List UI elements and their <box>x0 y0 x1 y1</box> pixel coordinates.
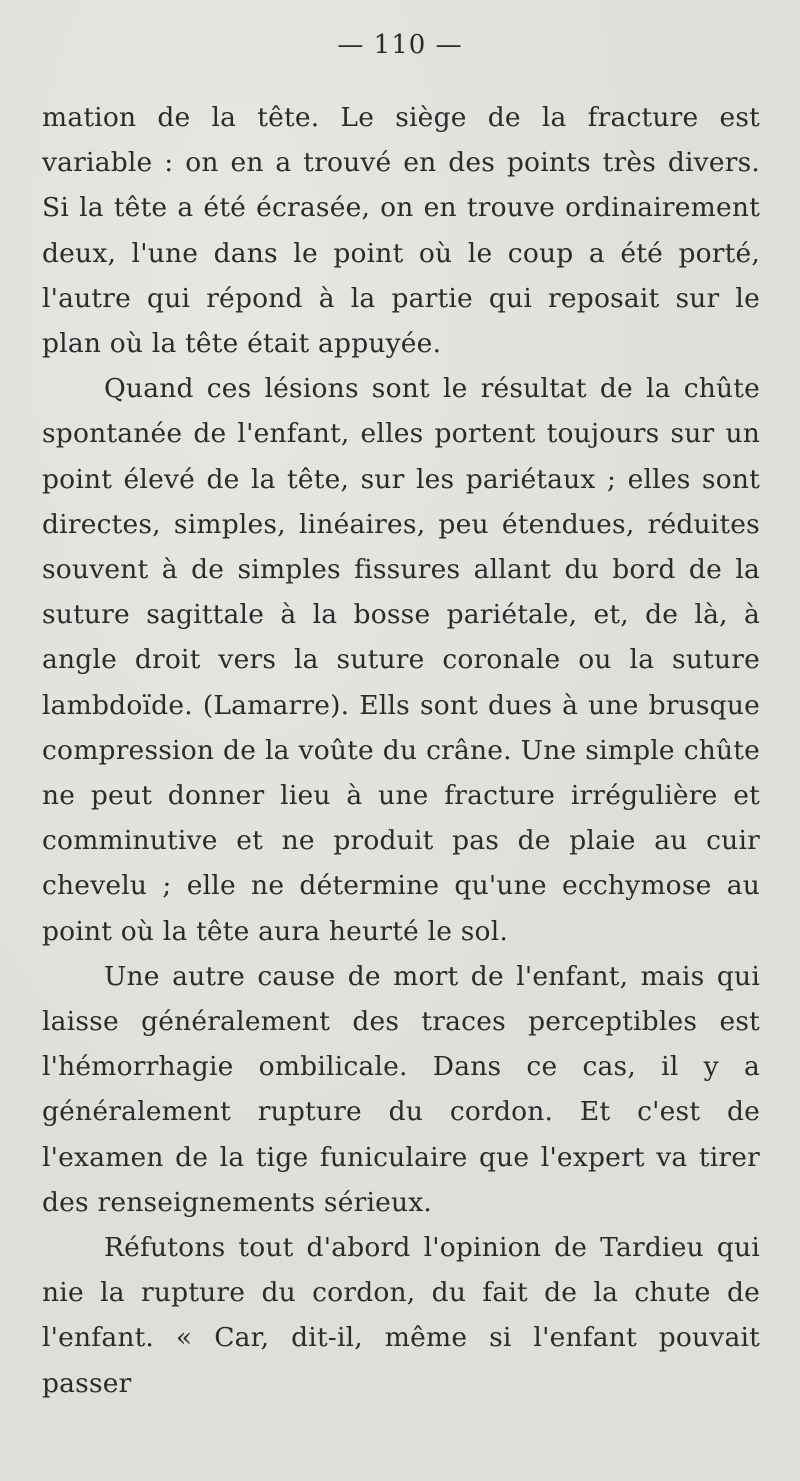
body-text <box>42 95 760 1406</box>
page-number: — 110 — <box>337 30 463 60</box>
paragraph-2: Quand ces lésions sont le résultat de la chûte spontanée de l'enfant, elles portent toujours sur un point élevé de la tête, sur les pariétaux ; elles sont directes, simples, linéaires, peu étendues, réduites souvent à de simples fissures allant du bord de la suture sagittale à la bosse pariétale, et, de là, à angle droit vers la suture coronale ou la suture lambdoïde. (Lamarre). Ells sont dues à une brusque compression de la voûte du crâne. Une simple chûte ne peut donner lieu à une fracture irrégulière et comminutive et ne produit pas de plaie au cuir chevelu ; elle ne détermine qu'une ecchymose au point où la tête aura heurté le sol. <box>42 373 760 947</box>
paragraph-3: Une autre cause de mort de l'enfant, mais qui laisse généralement des traces perceptibles est l'hémorrhagie ombilicale. Dans ce cas, il y a généralement rupture du cordon. Et c'est de l'examen de la tige funiculaire que l'expert va tirer des renseignements sérieux. <box>42 960 760 1218</box>
paragraph-4: Réfutons tout d'abord l'opinion de Tardieu qui nie la rupture du cordon, du fait de la chute de l'enfant. « Car, dit-il, même si l'enfant pouvait passer <box>42 1232 760 1399</box>
paragraph-1: mation de la tête. Le siège de la fracture est variable : on en a trouvé en des points très divers. Si la tête a été écrasée, on en trouve ordinairement deux, l'une dans le point où le coup a été porté, l'autre qui répond à la partie qui reposait sur le plan où la tête était appuyée. <box>42 102 760 360</box>
